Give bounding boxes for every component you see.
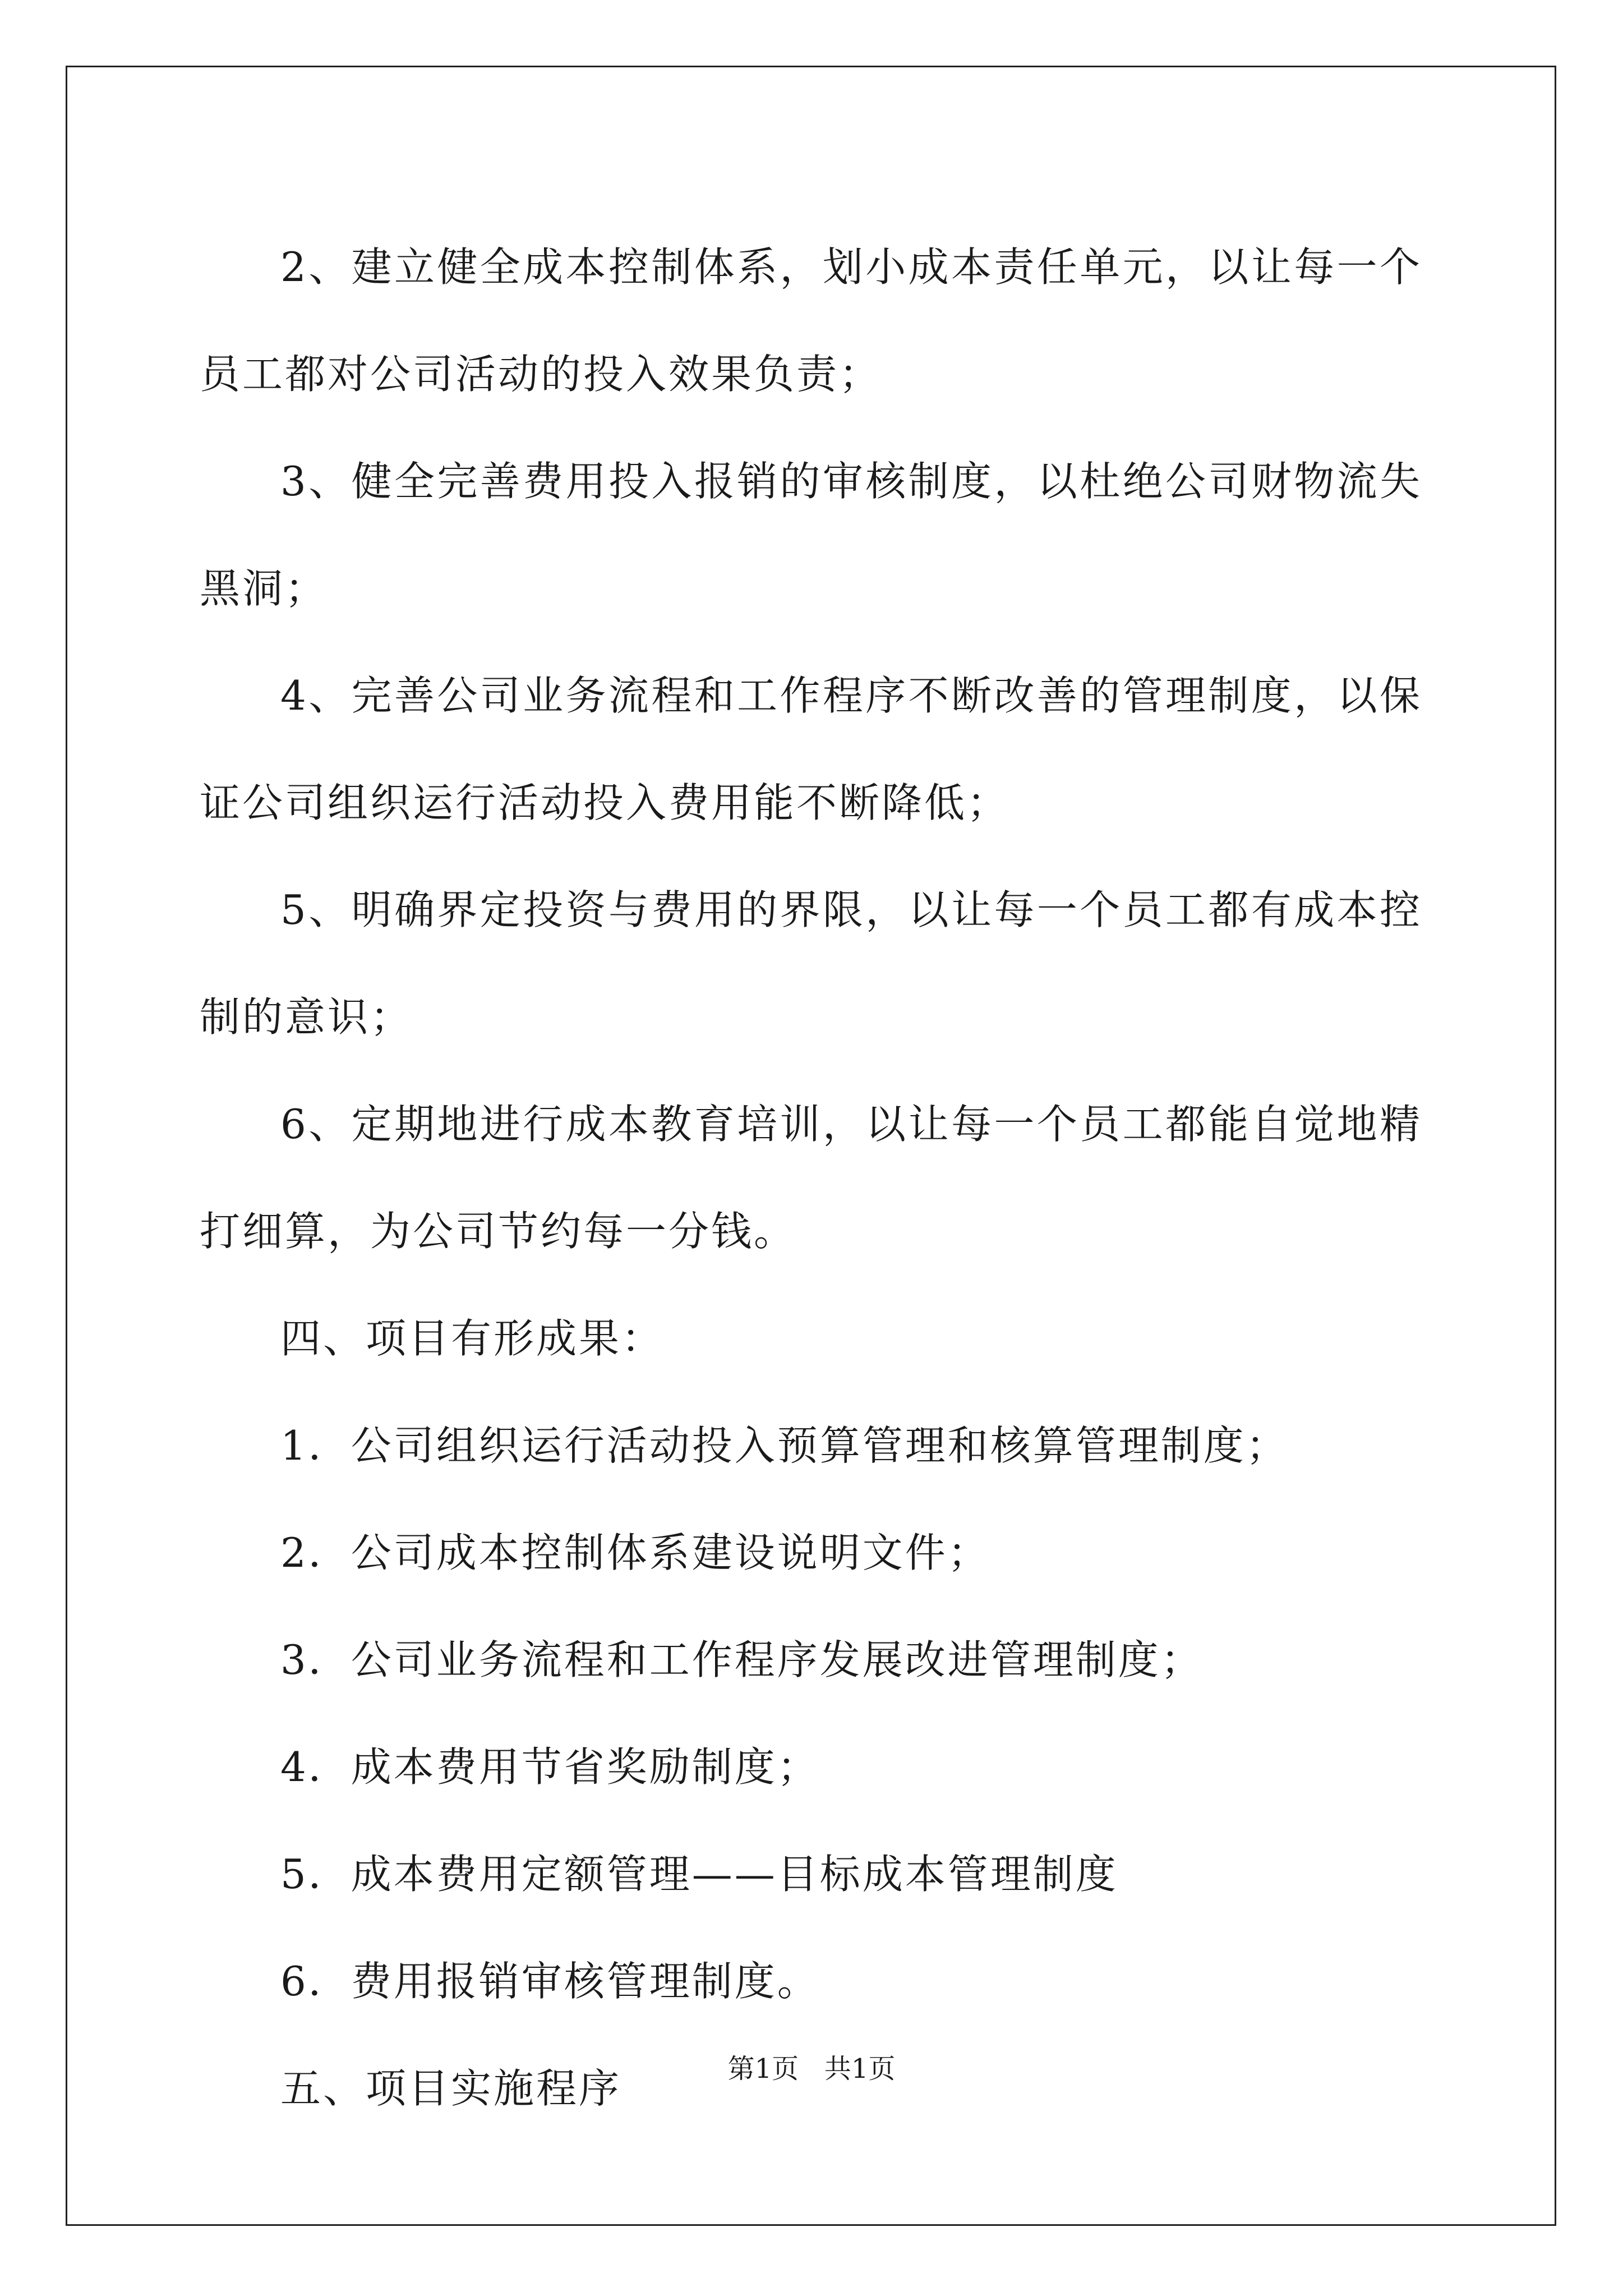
paragraph-investment-boundary: 5、明确界定投资与费用的界限，以让每一个员工都有成本控制的意识； <box>200 886 1422 1041</box>
page-footer <box>0 2052 1623 2086</box>
section-heading-tangible-results: 四、项目有形成果： <box>280 1315 665 1362</box>
list-item-savings-reward: 4．成本费用节省奖励制度； <box>280 1743 820 1791</box>
list-item-process-improvement: 3．公司业务流程和工作程序发展改进管理制度； <box>280 1636 1204 1683</box>
paragraph-cost-control-system: 2、建立健全成本控制体系，划小成本责任单元，以让每一个员工都对公司活动的投入效果负责； <box>200 243 1422 398</box>
paragraph-expense-audit: 3、健全完善费用投入报销的审核制度，以杜绝公司财物流失黑洞； <box>200 458 1422 612</box>
paragraph-cost-training: 6、定期地进行成本教育培训，以让每一个员工都能自觉地精打细算，为公司节约每一分钱。 <box>200 1101 1422 1255</box>
list-item-budget-management: 1．公司组织运行活动投入预算管理和核算管理制度； <box>280 1422 1289 1469</box>
page-number: 第1页 <box>727 2053 799 2085</box>
paragraph-business-process: 4、完善公司业务流程和工作程序不断改善的管理制度，以保证公司组织运行活动投入费用能不断降低； <box>200 672 1422 826</box>
list-item-reimbursement-audit: 6．费用报销审核管理制度。 <box>280 1958 820 2005</box>
section-heading-implementation: 五、项目实施程序 <box>280 2065 622 2112</box>
document-body <box>200 214 1422 2142</box>
page-total: 共1页 <box>824 2053 896 2085</box>
list-item-cost-system-doc: 2．公司成本控制体系建设说明文件； <box>280 1529 990 1576</box>
list-item-quota-management: 5．成本费用定额管理——目标成本管理制度 <box>280 1851 1118 1898</box>
